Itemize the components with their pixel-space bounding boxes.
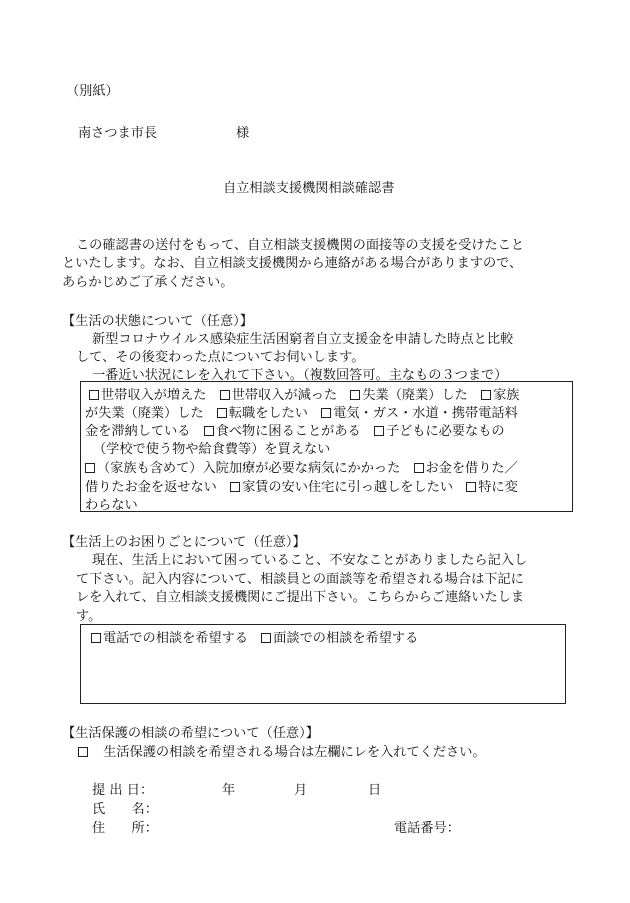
option-food-shortage: 食べ物に困ることがある: [215, 424, 361, 439]
section-heading-welfare: 【生活保護の相談の希望について（任意）】: [62, 726, 319, 741]
checkbox[interactable]: [374, 426, 384, 436]
option-child-needs: 子どもに必要なもの: [385, 424, 505, 439]
living-status-box: [80, 381, 573, 512]
option-utility-arrears: 電気・ガス・水道・携帯電話料: [333, 406, 518, 421]
section1-line: して、その後変わった点についてお伺いします。: [76, 350, 365, 365]
checkbox[interactable]: [466, 482, 476, 492]
section2-line: す。: [76, 609, 102, 624]
intro-line: あらかじめご了承ください。: [62, 275, 234, 290]
section-heading-troubles: 【生活上のお困りごとについて（任意）】: [62, 535, 306, 550]
checkbox[interactable]: [204, 426, 214, 436]
option-family-unemployed: 家族: [493, 388, 520, 403]
checkbox[interactable]: [321, 408, 331, 418]
document-title: 自立相談支援機関相談確認書: [223, 181, 395, 196]
option-family-unemployed-cont: が失業（廃業）した: [85, 406, 204, 421]
troubles-textarea[interactable]: [80, 624, 566, 704]
option-income-increased: 世帯収入が増えた: [101, 388, 207, 403]
checkbox[interactable]: [220, 390, 230, 400]
checkbox[interactable]: [481, 390, 491, 400]
submit-date-label: 提 出 日：: [92, 783, 154, 798]
status-row: [85, 476, 518, 495]
status-row: [89, 384, 519, 403]
name-label: 氏 名：: [92, 802, 158, 817]
option-no-change: 特に変: [478, 480, 518, 495]
phone-label: 電話番号：: [394, 821, 460, 836]
checkbox[interactable]: [414, 463, 424, 473]
section2-line: 現在、生活上において困っていること、不安なことがありましたら記入し: [92, 553, 528, 568]
checkbox[interactable]: [261, 633, 271, 643]
status-row: [85, 494, 138, 513]
checkbox[interactable]: [85, 463, 95, 473]
option-in-person-consultation: 面談での相談を希望する: [273, 631, 419, 646]
section2-line: て下さい。記入内容について、相談員との面談等を希望される場合は下記に: [76, 572, 524, 587]
status-row: [85, 420, 505, 439]
section-heading-living-status: 【生活の状態について（任意）】: [62, 314, 253, 329]
checkbox[interactable]: [217, 408, 227, 418]
checkbox[interactable]: [230, 482, 240, 492]
option-child-needs-cont: （学校で使う物や給食費等）を買えない: [93, 442, 331, 457]
address-label: 住 所：: [92, 821, 158, 836]
status-row: [93, 438, 330, 457]
welfare-line: [78, 741, 486, 760]
option-debt-cont: 借りたお金を返せない: [85, 480, 217, 495]
status-row: [85, 402, 518, 421]
section2-line: レを入れて、自立相談支援機関にご提出下さい。こちらからご連絡いたしま: [76, 590, 525, 605]
year-label: 年: [222, 783, 236, 798]
option-hospitalization: （家族も含めて）入院加療が必要な病気にかかった: [97, 461, 401, 476]
checkbox[interactable]: [89, 390, 99, 400]
welfare-text: 生活保護の相談を希望される場合は左欄にレを入れてください。: [103, 745, 486, 760]
addressee: 南さつま市長: [78, 126, 158, 141]
option-no-change-cont: わらない: [85, 498, 138, 513]
option-income-decreased: 世帯収入が減った: [231, 388, 338, 403]
checkbox[interactable]: [91, 633, 101, 643]
option-unemployed: 失業（廃業）した: [362, 388, 468, 403]
intro-line: といたします。なお、自立相談支援機関から連絡がある場合がありますので、: [62, 256, 523, 271]
option-job-change: 転職をしたい: [228, 406, 308, 421]
section1-line: 一番近い状況にレを入れて下さい。（複数回答可。主なもの３つまで）: [92, 368, 508, 383]
option-utility-arrears-cont: 金を滞納している: [85, 424, 191, 439]
option-cheaper-housing: 家賃の安い住宅に引っ越しをしたい: [242, 480, 454, 495]
month-label: 月: [294, 783, 308, 798]
intro-line: この確認書の送付をもって、自立相談支援機関の面接等の支援を受けたこと: [76, 238, 525, 253]
honorific: 様: [236, 126, 250, 141]
status-row: [85, 457, 518, 476]
consultation-options: [91, 627, 418, 646]
day-label: 日: [368, 783, 382, 798]
section1-line: 新型コロナウイルス感染症生活困窮者自立支援金を申請した時点と比較: [92, 332, 514, 347]
option-phone-consultation: 電話での相談を希望する: [103, 631, 249, 646]
attachment-label: （別紙）: [66, 84, 119, 99]
option-debt: お金を借りた／: [425, 461, 518, 476]
checkbox[interactable]: [78, 747, 88, 757]
checkbox[interactable]: [350, 390, 360, 400]
